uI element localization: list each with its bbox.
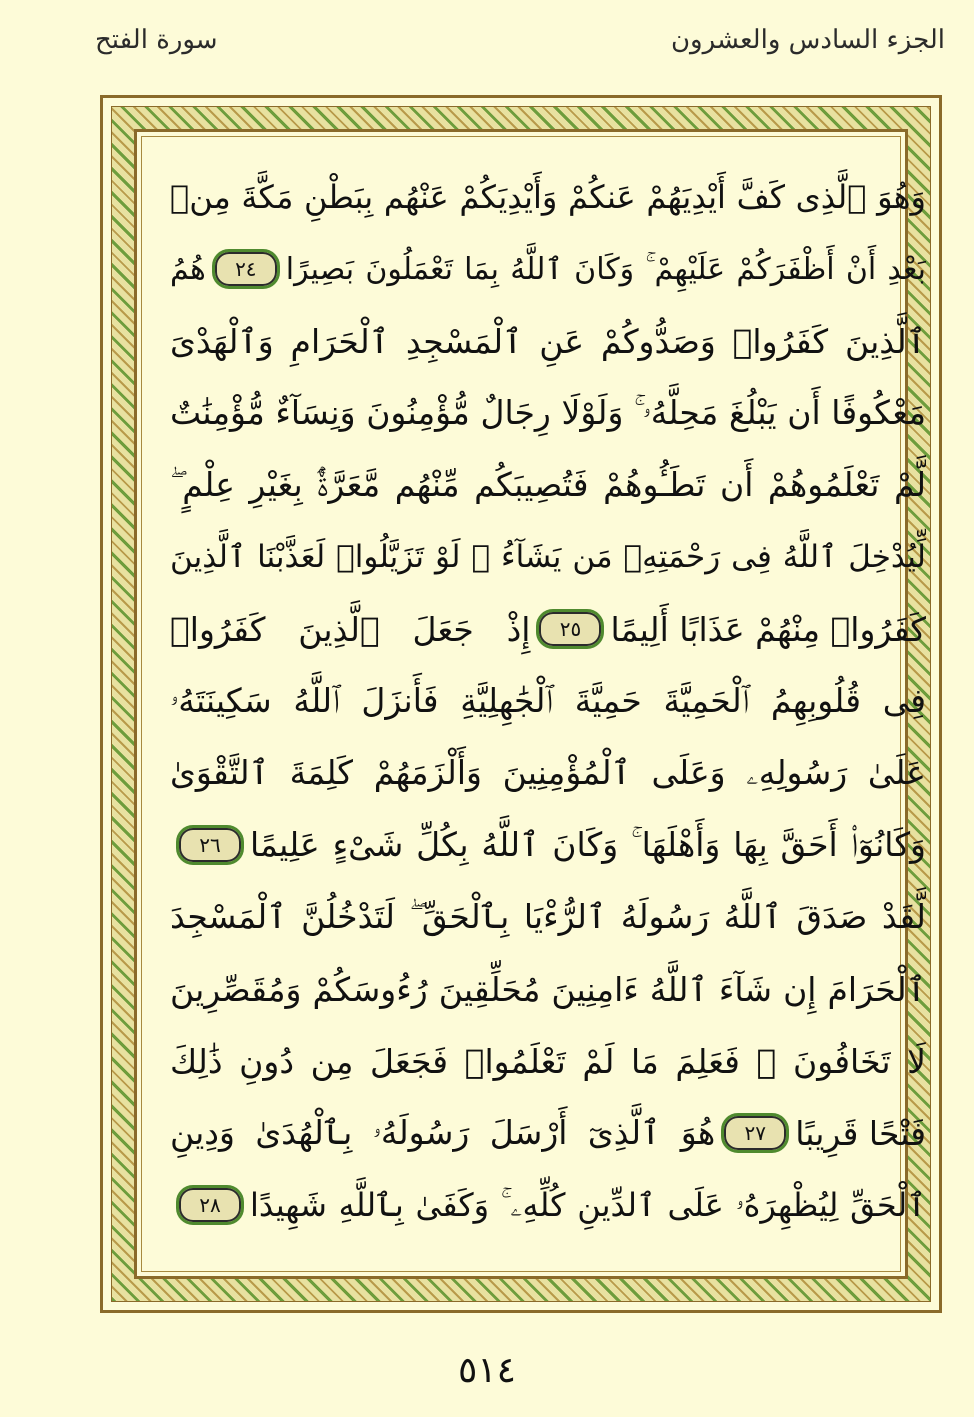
- line-text-after: هُوَ ٱلَّذِىٓ أَرْسَلَ رَسُولَهُۥ بِٱلْهُدَىٰ وَدِينِ: [170, 1113, 716, 1152]
- line-text-after: هُمُ: [170, 251, 206, 287]
- line-text: ٱلْحَقِّ لِيُظْهِرَهُۥ عَلَى ٱلدِّينِ كُلِّهِۦ ۚ وَكَفَىٰ بِٱللَّهِ شَهِيدًا: [250, 1185, 926, 1224]
- text-line: [170, 522, 926, 592]
- ayah-number-marker: ٢٧: [721, 1113, 789, 1153]
- line-text-after: إِذْ جَعَلَ ٱلَّذِينَ كَفَرُوا۟: [170, 609, 531, 649]
- line-text: وَهُوَ ٱلَّذِى كَفَّ أَيْدِيَهُمْ عَنكُمْ وَأَيْدِيَكُمْ عَنْهُم بِبَطْنِ مَكَّةَ مِنۢ: [170, 178, 926, 216]
- line-text: كَفَرُوا۟ مِنْهُمْ عَذَابًا أَلِيمًا: [610, 609, 926, 649]
- text-line: [170, 954, 926, 1024]
- line-text: بَعْدِ أَنْ أَظْفَرَكُمْ عَلَيْهِمْ ۚ وَكَانَ ٱللَّهُ بِمَا تَعْمَلُونَ بَصِيرًا: [285, 251, 926, 287]
- ayah-number-marker: ٢٨: [176, 1185, 244, 1225]
- text-line: [170, 594, 926, 664]
- text-line: [170, 666, 926, 736]
- text-line: [170, 882, 926, 952]
- text-line: [170, 1026, 926, 1096]
- ayah-number-marker: ٢٤: [212, 249, 280, 289]
- line-text: لِّيُدْخِلَ ٱللَّهُ فِى رَحْمَتِهِۦ مَن يَشَآءُ ۚ لَوْ تَزَيَّلُوا۟ لَعَذَّبْنَا ٱلَّذِينَ: [170, 539, 926, 575]
- text-line: [170, 162, 926, 232]
- line-text: فَتْحًا قَرِيبًا: [795, 1113, 926, 1153]
- text-line: [170, 378, 926, 448]
- line-text: وَكَانُوٓا۟ أَحَقَّ بِهَا وَأَهْلَهَا ۚ وَكَانَ ٱللَّهُ بِكُلِّ شَىْءٍ عَلِيمًا: [250, 825, 926, 864]
- text-line: [170, 450, 926, 520]
- line-text: لَّقَدْ صَدَقَ ٱللَّهُ رَسُولَهُ ٱلرُّءْيَا بِٱلْحَقِّ ۖ لَتَدْخُلُنَّ ٱلْمَسْجِدَ: [170, 897, 926, 936]
- line-text: ٱلَّذِينَ كَفَرُوا۟ وَصَدُّوكُمْ عَنِ ٱلْمَسْجِدِ ٱلْحَرَامِ وَٱلْهَدْىَ: [170, 321, 926, 361]
- line-text: ٱلْحَرَامَ إِن شَآءَ ٱللَّهُ ءَامِنِينَ مُحَلِّقِينَ رُءُوسَكُمْ وَمُقَصِّرِينَ: [170, 969, 926, 1009]
- page-number: ٥١٤: [457, 1350, 516, 1391]
- page-header: [95, 18, 945, 62]
- surah-title: سورة الفتح: [95, 25, 218, 55]
- text-line: [170, 306, 926, 376]
- line-text: لَّمْ تَعْلَمُوهُمْ أَن تَطَـُٔوهُمْ فَتُصِيبَكُم مِّنْهُم مَّعَرَّةٌۢ بِغَيْرِ عِلْمٍ ۖ: [170, 465, 926, 504]
- line-text: عَلَىٰ رَسُولِهِۦ وَعَلَى ٱلْمُؤْمِنِينَ وَأَلْزَمَهُمْ كَلِمَةَ ٱلتَّقْوَىٰ: [170, 753, 926, 792]
- juz-title: الجزء السادس والعشرون: [670, 25, 945, 55]
- line-text: لَا تَخَافُونَ ۖ فَعَلِمَ مَا لَمْ تَعْلَمُوا۟ فَجَعَلَ مِن دُونِ ذَٰلِكَ: [170, 1041, 926, 1081]
- ayah-number-marker: ٢٦: [176, 825, 244, 865]
- line-text: مَعْكُوفًا أَن يَبْلُغَ مَحِلَّهُۥ ۚ وَلَوْلَا رِجَالٌ مُّؤْمِنُونَ وَنِسَآءٌ مُّؤْمِنَٰتٌ: [170, 393, 926, 432]
- ayah-number-marker: ٢٥: [536, 609, 604, 649]
- text-line: [170, 1170, 926, 1240]
- line-text: فِى قُلُوبِهِمُ ٱلْحَمِيَّةَ حَمِيَّةَ ٱلْجَٰهِلِيَّةِ فَأَنزَلَ ٱللَّهُ سَكِينَتَهُۥ: [170, 681, 926, 720]
- text-line: [170, 738, 926, 808]
- text-line: [170, 810, 926, 880]
- text-line: [170, 234, 926, 304]
- text-line: [170, 1098, 926, 1168]
- verse-text-area: [170, 162, 926, 1262]
